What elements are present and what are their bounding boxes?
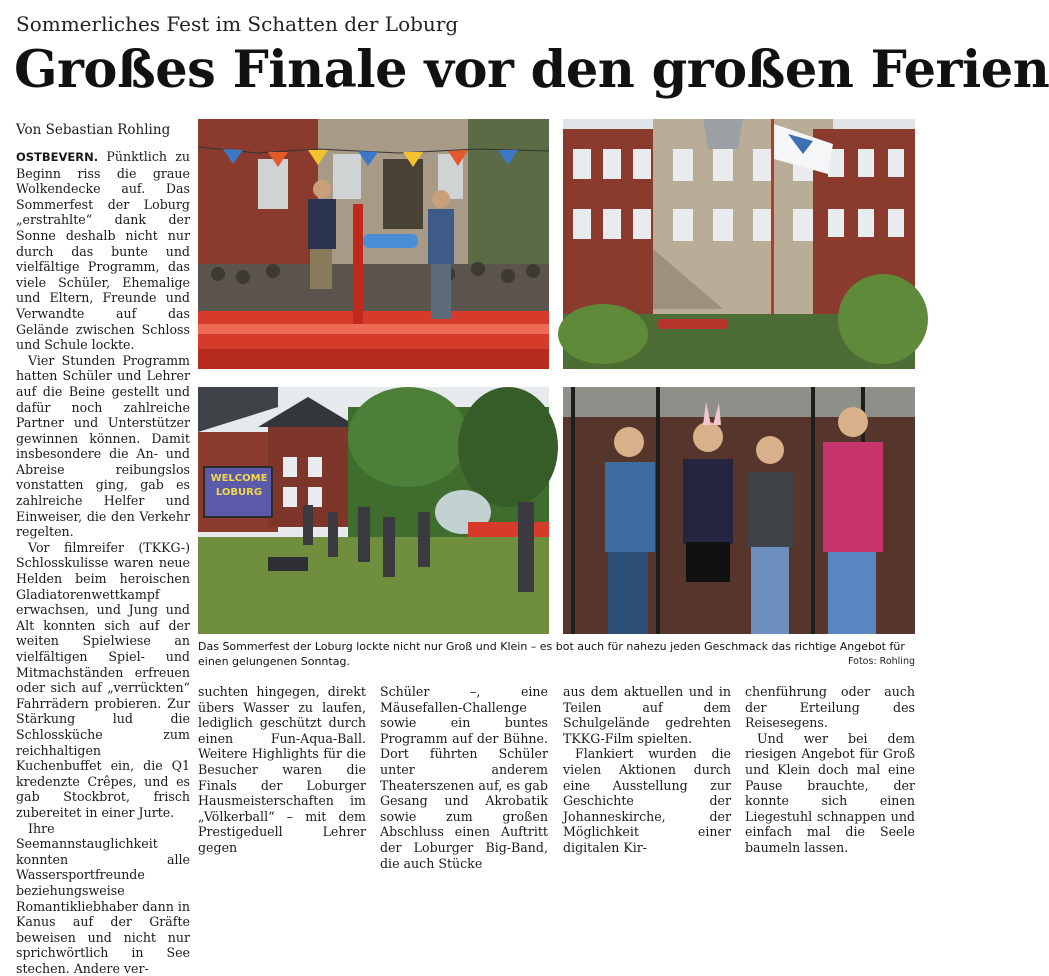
byline: Von Sebastian Rohling <box>16 122 171 138</box>
paragraph-4: Ihre Seemannstauglichkeit konnten alle Wassersportfreunde beziehungsweise Romantikliebhaber dann in Kanus auf der Gräfte beweisen und nicht nur sprichwörtlich in See stechen. Andere ver- <box>16 820 191 976</box>
paragraph-7: aus dem aktuellen und in Teilen auf dem Schulgelände gedrehten TKKG-Film spielten. <box>563 684 731 746</box>
photo-meadow <box>198 387 549 634</box>
text-column-1 <box>16 149 190 976</box>
paragraph-5: suchten hingegen, direkt übers Wasser zu laufen, lediglich geschützt durch einen Fun-Aqua-Ball. Weitere Highlights für die Besucher waren die Finals der Loburger Hausmeisterschaften im „Völkerball“ – mit dem Prestigeduell Lehrer gegen <box>198 684 366 855</box>
photo-gladiator-contest <box>198 119 549 369</box>
dateline: OSTBEVERN. <box>16 150 99 164</box>
photo-castle <box>563 119 915 369</box>
text-column-2 <box>198 684 366 856</box>
paragraph-6: Schüler –, eine Mäusefallen-Challenge sowie ein buntes Programm auf der Bühne. Dort führten Schüler unter anderem Theaterszenen auf, es gab Gesang und Akrobatik sowie zum großen Abschluss einen Auftritt der Loburger Big-Band, die auch Stücke <box>380 684 548 871</box>
text-column-3 <box>380 684 548 871</box>
paragraph-10: Und wer bei dem riesigen Angebot für Groß und Klein doch mal eine Pause brauchte, der konnte sich einen Liegestuhl schnappen und einfach mal die Seele baumeln lassen. <box>745 730 915 855</box>
text-column-5 <box>745 684 915 856</box>
text-column-4 <box>563 684 731 856</box>
paragraph-9: chenführung oder auch der Erteilung des Reisesegens. <box>745 684 915 731</box>
paragraph-3: Vor filmreifer (TKKG-) Schlosskulisse waren neue Helden beim heroischen Gladiatorenwettkampf erwachsen, und Jung und Alt konnten sich auf der weiten Spielwiese an vielfältigen Spiel- und Mitmachständen erfreuen oder sich auf „verrückten“ Fahrrädern probieren. Zur Stärkung lud die Schlossküche zum reichhaltigen Kuchenbuffet ein, die Q1 kredenzte Crêpes, und es gab Stockbrot, frisch zubereitet in einer Jurte. <box>16 539 190 820</box>
paragraph-1-text: Pünktlich zu Beginn riss die graue Wolkendecke auf. Das Sommerfest der Loburg „erstrahlte“ dank der Sonne deshalb nicht nur durch das bunte und vielfältige Programm, das viele Schüler, Ehemalige und Eltern, Freunde und Verwandte auf das Gelände zwischen Schloss und Schule lockte. <box>16 149 190 353</box>
paragraph-8: Flankiert wurden die vielen Aktionen durch eine Ausstellung zur Geschichte der Johanneskirche, der Möglichkeit einer digitalen Kir- <box>563 746 731 855</box>
kicker: Sommerliches Fest im Schatten der Loburg <box>16 12 459 36</box>
welcome-banner-text: WELCOME LOBURG <box>210 473 268 498</box>
headline: Großes Finale vor den großen Ferien <box>14 40 1049 100</box>
paragraph-1 <box>16 149 190 353</box>
photo-caption: Das Sommerfest der Loburg lockte nicht nur Groß und Klein – es bot auch für nahezu jeden Geschmack das richtige Angebot für einen gelungenen Sonntag. <box>198 640 905 668</box>
photo-credit: Fotos: Rohling <box>848 656 915 667</box>
paragraph-2: Vier Stunden Programm hatten Schüler und Lehrer auf die Beine gestellt und dafür noch zahlreiche Partner und Unterstützer gewinnen können. Damit insbesondere die An- und Abreise reibungslos vonstatten ging, gab es zahlreiche Helfer und Einweiser, die den Verkehr regelten. <box>16 352 190 540</box>
photo-stage <box>563 387 915 634</box>
